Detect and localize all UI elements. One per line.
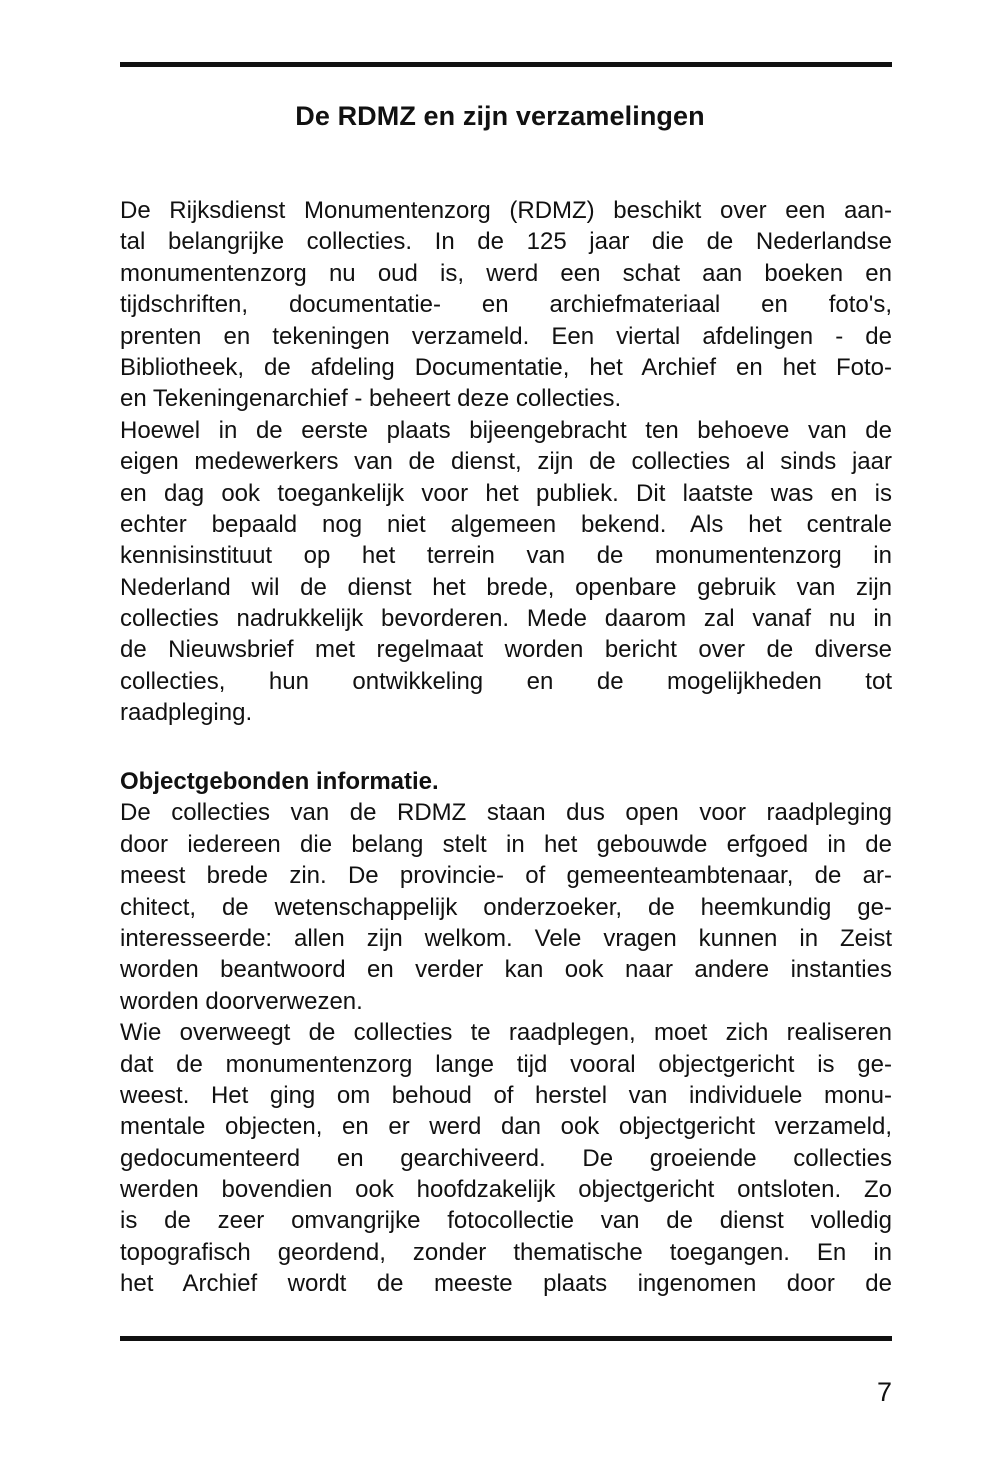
text-line: eigen medewerkers van de dienst, zijn de collecties al sinds jaar <box>120 448 892 476</box>
text-line: Nederland wil de dienst het brede, openbare gebruik van zijn <box>120 573 892 601</box>
text-line: tal belangrijke collecties. In de 125 jaar die de Nederlandse <box>120 228 892 256</box>
text-line: worden beantwoord en verder kan ook naar andere instanties <box>120 956 892 984</box>
text-line: door iedereen die belang stelt in het gebouwde erfgoed in de <box>120 830 892 858</box>
text-line: gedocumenteerd en gearchiveerd. De groeiende collecties <box>120 1144 892 1172</box>
text-line: De Rijksdienst Monumentenzorg (RDMZ) beschikt over een aan- <box>120 197 892 224</box>
text-line: en dag ook toegankelijk voor het publiek. Dit laatste was en is <box>120 479 892 507</box>
text-line: het Archief wordt de meeste plaats ingenomen door de <box>120 1270 892 1298</box>
text-line: worden doorverwezen. <box>120 987 363 1015</box>
bottom-rule <box>120 1336 892 1341</box>
section-objectgebonden <box>120 766 892 1300</box>
text-line: Bibliotheek, de afdeling Documentatie, het Archief en het Foto- <box>120 353 892 381</box>
text-line: werden bovendien ook hoofdzakelijk objectgericht ontsloten. Zo <box>120 1176 892 1204</box>
article-title: De RDMZ en zijn verzamelingen <box>295 101 705 131</box>
text-line: echter bepaald nog niet algemeen bekend. Als het centrale <box>120 510 892 538</box>
text-line: chitect, de wetenschappelijk onderzoeker, de heemkundig ge- <box>120 893 892 921</box>
section-heading: Objectgebonden informatie. <box>120 768 439 795</box>
top-rule <box>120 62 892 67</box>
section-intro <box>120 195 892 729</box>
text-line: meest brede zin. De provincie- of gemeenteambtenaar, de ar- <box>120 862 892 890</box>
text-line: de Nieuwsbrief met regelmaat worden bericht over de diverse <box>120 636 892 664</box>
text-line: is de zeer omvangrijke fotocollectie van de dienst volledig <box>120 1207 892 1235</box>
text-line: De collecties van de RDMZ staan dus open voor raadpleging <box>120 799 892 827</box>
text-line: tijdschriften, documentatie- en archiefmateriaal en foto's, <box>120 291 892 319</box>
page-number: 7 <box>876 1377 892 1407</box>
text-line: dat de monumentenzorg lange tijd vooral objectgericht is ge- <box>120 1050 892 1078</box>
text-line: monumentenzorg nu oud is, werd een schat aan boeken en <box>120 259 892 287</box>
text-line: interesseerde: allen zijn welkom. Vele vragen kunnen in Zeist <box>120 924 892 952</box>
text-line: en Tekeningenarchief - beheert deze collecties. <box>120 385 622 413</box>
text-line: collecties nadrukkelijk bevorderen. Mede daarom zal vanaf nu in <box>120 605 892 633</box>
text-line: Hoewel in de eerste plaats bijeengebracht ten behoeve van de <box>120 416 892 444</box>
text-line: mentale objecten, en er werd dan ook objectgericht verzameld, <box>120 1113 892 1141</box>
text-line: collecties, hun ontwikkeling en de mogelijkheden tot <box>120 667 892 695</box>
text-line: prenten en tekeningen verzameld. Een viertal afdelingen - de <box>120 322 892 350</box>
text-line: kennisinstituut op het terrein van de monumentenzorg in <box>120 542 892 570</box>
text-line: topografisch geordend, zonder thematische toegangen. En in <box>120 1238 892 1266</box>
text-line: Wie overweegt de collecties te raadplegen, moet zich realiseren <box>120 1019 892 1047</box>
text-line: weest. Het ging om behoud of herstel van individuele monu- <box>120 1081 892 1109</box>
text-line: raadpleging. <box>120 699 253 727</box>
